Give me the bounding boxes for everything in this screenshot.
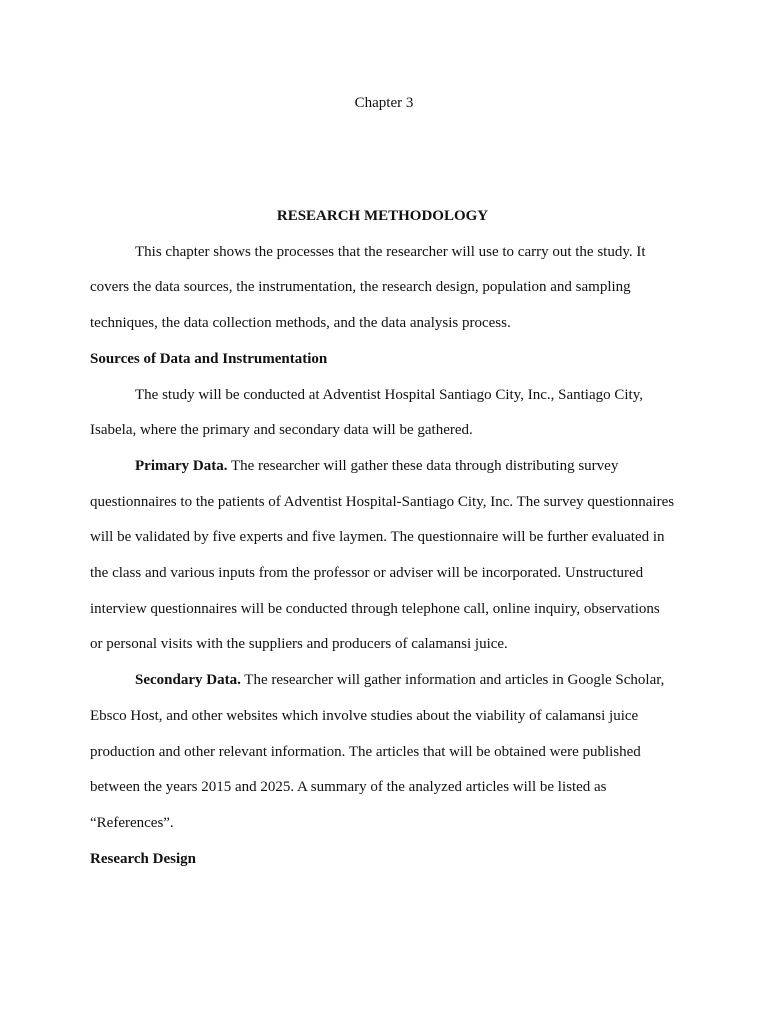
heading-research-design: Research Design <box>90 850 196 867</box>
primary-data-paragraph <box>90 449 675 663</box>
secondary-data-paragraph <box>90 663 675 842</box>
chapter-label: Chapter 3 <box>354 95 414 111</box>
secondary-data-lead: Secondary Data. <box>135 672 241 689</box>
section-title: RESEARCH METHODOLOGY <box>276 208 489 224</box>
secondary-data-text: The researcher will gather information and articles in Google Scholar, Ebsco Host, and other websites which involve studies about the viability of calamansi juice production and other relevant information. The articles that will be obtained were published between the years 2015 and 2025. A summary of the analyzed articles will be listed as “References”. <box>90 672 665 831</box>
document-body <box>90 199 675 877</box>
intro-paragraph: This chapter shows the processes that the researcher will use to carry out the study. It covers the data sources, the instrumentation, the research design, population and sampling techniques, the data collection methods, and the data analysis process. <box>90 243 646 332</box>
heading-sources-of-data: Sources of Data and Instrumentation <box>90 350 328 367</box>
primary-data-lead: Primary Data. <box>135 457 228 474</box>
sources-paragraph: The study will be conducted at Adventist Hospital Santiago City, Inc., Santiago City, Isabela, where the primary and secondary data will be gathered. <box>90 386 643 439</box>
primary-data-text: The researcher will gather these data through distributing survey questionnaires to the patients of Adventist Hospital-Santiago City, Inc. The survey questionnaires will be validated by five experts and five laymen. The questionnaire will be further evaluated in the class and various inputs from the professor or adviser will be incorporated. Unstructured interview questionnaires will be conducted through telephone call, online inquiry, observations or personal visits with the suppliers and producers of calamansi juice. <box>90 457 675 653</box>
